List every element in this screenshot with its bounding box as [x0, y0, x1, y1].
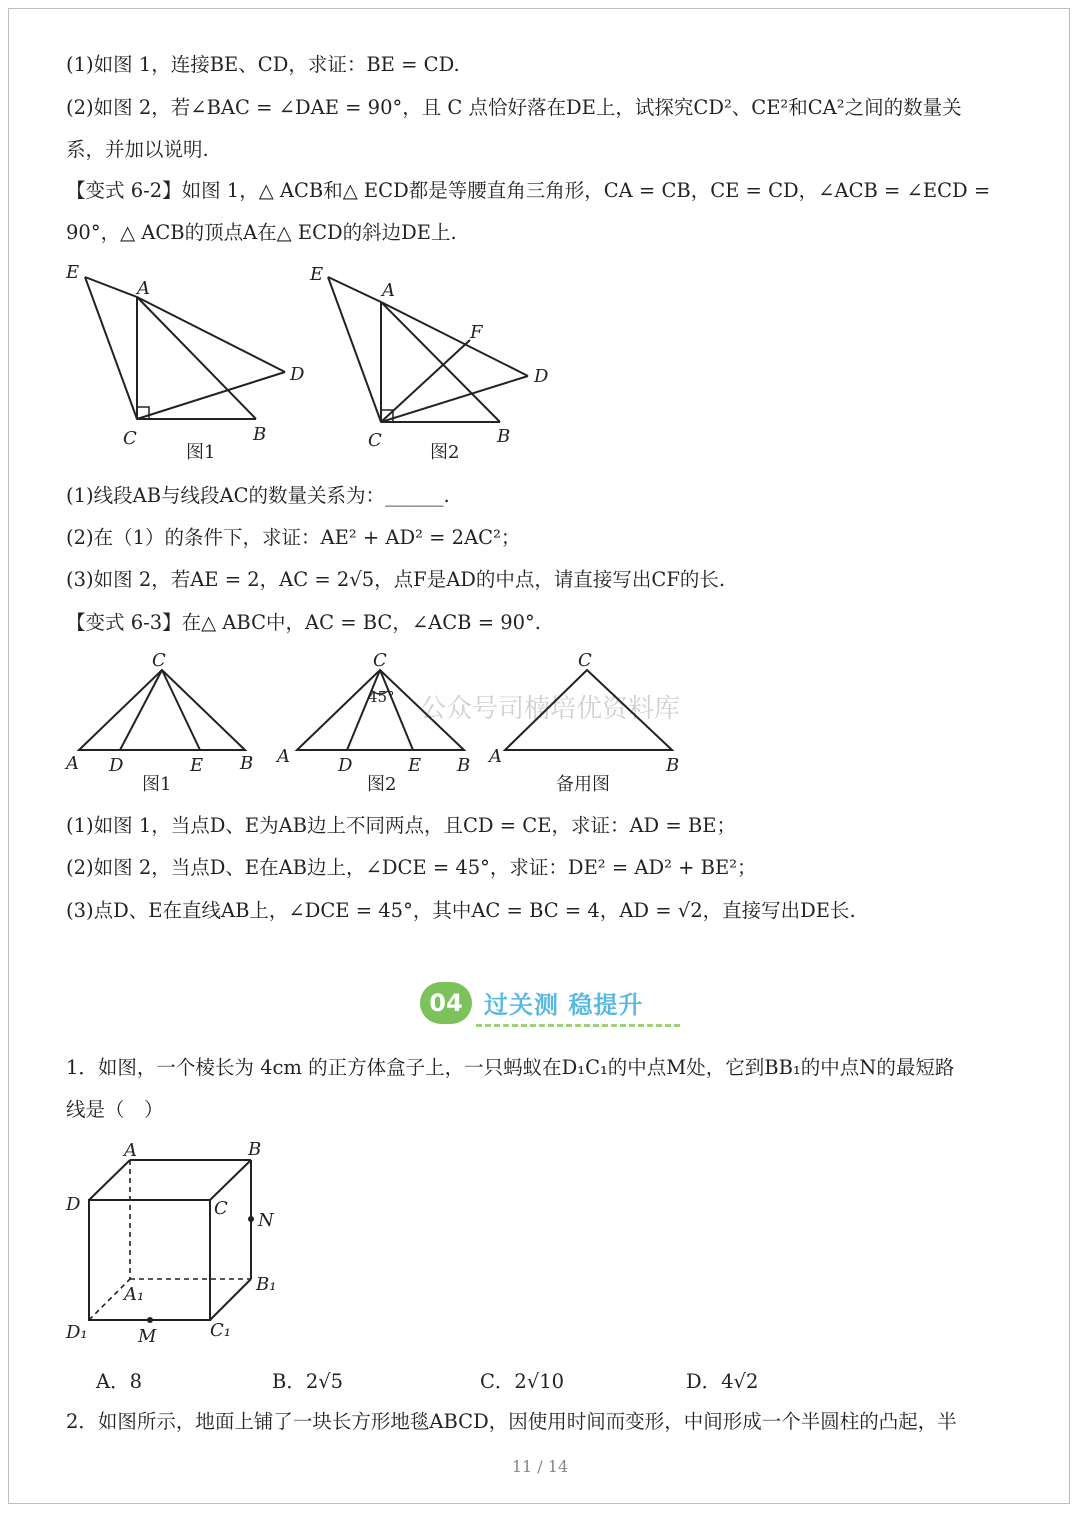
fig2-label-D: D — [534, 366, 549, 387]
f2-caption: 图2 — [367, 774, 397, 795]
cube-label-D1: D₁ — [66, 1322, 88, 1343]
fig1-label-A: A — [137, 278, 150, 299]
f2-label-C: C — [373, 650, 387, 671]
option-c: C．2√10 — [480, 1370, 565, 1393]
problem-1-line-2: 线是（ ） — [66, 1098, 164, 1121]
variant-6-3-q1: (1)如图 1，当点D、E为AB边上不同两点，且CD = CE，求证：AD = BE； — [66, 814, 736, 837]
option-a: A．8 — [96, 1370, 142, 1393]
page-number: 11 / 14 — [511, 1457, 569, 1476]
f2-label-D: D — [338, 755, 353, 776]
option-d: D．4√2 — [686, 1370, 759, 1393]
q-line-2: (2)如图 2，若∠BAC = ∠DAE = 90°，且 C 点恰好落在DE上，试探究CD²、CE²和CA²之间的数量关 — [66, 96, 962, 119]
fig2-label-C: C — [368, 430, 382, 451]
f2-label-E: E — [408, 755, 422, 776]
cube-label-B1: B₁ — [256, 1274, 277, 1295]
fig2-label-E: E — [310, 264, 324, 285]
problem-2-line-1: 2．如图所示，地面上铺了一块长方形地毯ABCD，因使用时间而变形，中间形成一个半圆柱的凸起，半 — [66, 1410, 957, 1433]
f1-caption: 图1 — [142, 774, 172, 795]
f1-label-E: E — [190, 755, 204, 776]
problem-1-line-1: 1．如图，一个棱长为 4cm 的正方体盒子上，一只蚂蚁在D₁C₁的中点M处，它到BB₁的中点N的最短路 — [66, 1056, 955, 1079]
section-number-badge: 04 — [420, 982, 472, 1024]
variant-6-2-line-2: 90°，△ ACB的顶点A在△ ECD的斜边DE上. — [66, 221, 457, 244]
f1-label-D: D — [109, 755, 124, 776]
variant-6-3-title: 【变式 6-3】在△ ABC中，AC = BC，∠ACB = 90°. — [66, 611, 542, 634]
fig1-label-B: B — [253, 424, 267, 445]
cube-label-C1: C₁ — [210, 1320, 231, 1341]
cube-label-D: D — [66, 1194, 81, 1215]
f2-label-A: A — [277, 746, 290, 767]
fig2-label-F: F — [470, 322, 483, 343]
variant-6-2-q2: (2)在（1）的条件下，求证：AE² + AD² = 2AC²； — [66, 526, 521, 549]
f2-label-B: B — [457, 755, 471, 776]
variant-6-2-q1: (1)线段AB与线段AC的数量关系为：______. — [66, 484, 450, 507]
f2-angle-label: 45° — [368, 688, 395, 706]
fig1-label-C: C — [123, 428, 137, 449]
cube-label-B: B — [248, 1139, 262, 1160]
variant-6-3-q2: (2)如图 2，当点D、E在AB边上，∠DCE = 45°，求证：DE² = AD² + BE²； — [66, 856, 757, 879]
variant-6-2-q3: (3)如图 2，若AE = 2，AC = 2√5，点F是AD的中点，请直接写出CF的长. — [66, 568, 726, 591]
fig1-caption: 图1 — [186, 442, 216, 463]
variant-6-3-q3: (3)点D、E在直线AB上，∠DCE = 45°，其中AC = BC = 4，AD = √2，直接写出DE长. — [66, 899, 856, 922]
fig2-label-B: B — [497, 426, 511, 447]
fig1-label-E: E — [66, 262, 80, 283]
watermark: 公众号司楠培优资料库 — [420, 694, 681, 724]
section-underline — [476, 1024, 680, 1027]
cube-label-N: N — [258, 1210, 274, 1231]
option-b: B．2√5 — [272, 1370, 344, 1393]
f1-label-B: B — [240, 753, 254, 774]
fig1-label-D: D — [290, 364, 305, 385]
f3-caption: 备用图 — [556, 774, 610, 795]
q-line-3: 系，并加以说明. — [66, 138, 209, 161]
f3-label-C: C — [578, 650, 592, 671]
fig2-label-A: A — [382, 280, 395, 301]
cube-label-A: A — [124, 1140, 137, 1161]
cube-label-M: M — [138, 1326, 157, 1347]
f1-label-C: C — [152, 650, 166, 671]
q-line-1: (1)如图 1，连接BE、CD，求证：BE = CD. — [66, 53, 460, 76]
fig2-caption: 图2 — [430, 442, 460, 463]
f3-label-A: A — [489, 746, 502, 767]
f1-label-A: A — [66, 753, 79, 774]
cube-label-A1: A₁ — [124, 1284, 145, 1305]
f3-label-B: B — [666, 755, 680, 776]
section-title: 过关测 稳提升 — [484, 991, 644, 1019]
variant-6-2-line-1: 【变式 6-2】如图 1，△ ACB和△ ECD都是等腰直角三角形，CA = CB，CE = CD，∠ACB = ∠ECD = — [66, 179, 991, 202]
cube-label-C: C — [214, 1198, 228, 1219]
